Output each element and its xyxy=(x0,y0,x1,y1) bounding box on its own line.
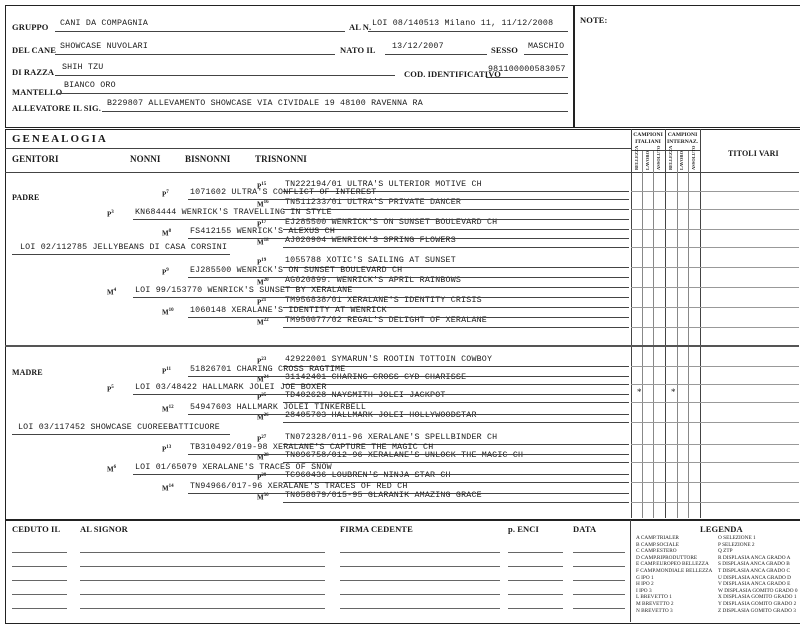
bisnonni-symbol xyxy=(162,308,174,316)
ancestor-number: 3 xyxy=(111,210,114,215)
legenda-item: B CAMP.SOCIALE xyxy=(636,541,679,548)
signature-line xyxy=(12,552,67,553)
signature-line xyxy=(340,594,500,595)
razza-label: DI RAZZA xyxy=(12,67,55,77)
entry-underline xyxy=(283,384,629,385)
champion-row-line xyxy=(631,366,799,367)
sesso-label: SESSO xyxy=(491,45,518,55)
padre-value: LOI 02/112785 JELLYBEANS DI CASA CORSINI xyxy=(20,243,228,252)
champion-row-line xyxy=(631,191,799,192)
sex-symbol: M xyxy=(162,229,169,238)
signature-line xyxy=(508,552,563,553)
del-cane-value: SHOWCASE NUVOLARI xyxy=(60,42,149,51)
sex-symbol: P xyxy=(257,435,262,444)
legenda-item: N BREVETTO 3 xyxy=(636,607,673,614)
del-cane-label: DEL CANE xyxy=(12,45,57,55)
legenda-item: Z DISPLASIA GOMITO GRADO 3 xyxy=(718,607,796,614)
ancestor-number: 12 xyxy=(168,405,174,410)
col-genitori: GENITORI xyxy=(12,154,59,164)
champion-row-line xyxy=(631,444,799,445)
entry-underline xyxy=(283,327,629,328)
trisnonni-name: EJ285500 WENRICK'S ON SUNSET BOULEVARD CH xyxy=(285,218,498,227)
legenda-item: O SELEZIONE 1 xyxy=(718,535,756,541)
nonni-name: LOI 01/65079 XERALANE'S TRACES OF SNOW xyxy=(135,463,332,472)
allevatore-value: B229807 ALLEVAMENTO SHOWCASE VIA CIVIDALE 19 48100 RAVENNA RA xyxy=(107,99,423,108)
sex-symbol: M xyxy=(257,200,264,209)
madre-label: MADRE xyxy=(12,368,43,377)
ancestor-number: 20 xyxy=(263,278,269,283)
titoli-vari-header: TITOLI VARI xyxy=(728,149,779,158)
legenda-item: D CAMP.RIPRODUTTORE xyxy=(636,554,698,561)
trisnonni-name: TM956838/01 XERALANE'S IDENTITY CRISIS xyxy=(285,296,482,305)
entry-underline xyxy=(133,394,629,395)
champion-row-line xyxy=(631,307,799,308)
campioni-internaz-header: CAMPIONI INTERNAZ. xyxy=(667,132,698,145)
champion-row-line xyxy=(631,402,799,403)
sex-symbol: P xyxy=(257,473,262,482)
signature-line xyxy=(508,566,563,567)
bisnonni-name: TN94966/017-96 XERALANE'S TRACES OF RED CH xyxy=(190,482,408,491)
signature-line xyxy=(508,580,563,581)
bisnonni-symbol xyxy=(162,190,169,198)
ancestor-number: 8 xyxy=(168,229,172,234)
sex-symbol: P xyxy=(107,385,112,394)
ancestor-number: 30 xyxy=(263,493,269,498)
star-mark-bellezza-int: * xyxy=(671,387,676,397)
trisnonni-name: TM950077/02 REGAL'S DELIGHT OF XERALANE xyxy=(285,316,487,325)
bisnonni-name: 1071602 ULTRA'S CONFLICT OF INTEREST xyxy=(190,188,377,197)
trisnonni-symbol xyxy=(257,493,269,501)
razza-value: SHIH TZU xyxy=(62,63,104,72)
entry-underline xyxy=(188,238,629,239)
champion-row-line xyxy=(631,384,799,385)
allevatore-label: ALLEVATORE IL SIG. xyxy=(12,103,101,113)
sesso-value: MASCHIO xyxy=(528,42,565,51)
trisnonni-name: TN096758/012-96 XERALANE'S UNLOCK THE MAGIC CH xyxy=(285,451,524,460)
cod-label: COD. IDENTIFICATIVO xyxy=(404,69,501,79)
bisnonni-symbol xyxy=(162,405,174,413)
legenda-item: R DISPLASIA ANCA GRADO A xyxy=(718,554,791,561)
sex-symbol: M xyxy=(107,465,114,474)
legenda-item: I IPO 3 xyxy=(636,587,652,594)
legenda-item: E CAMP.EUROPEO BELLEZZA xyxy=(636,561,709,568)
ancestor-number: 4 xyxy=(113,288,117,293)
nonni-name: LOI 99/153770 WENRICK'S SUNSET BY XERALANE xyxy=(135,286,353,295)
sex-symbol: P xyxy=(107,210,112,219)
nonni-symbol xyxy=(107,288,116,296)
bisnonni-symbol xyxy=(162,445,171,453)
ancestor-number: 17 xyxy=(261,220,267,225)
legenda-item: A CAMP.TRIALER xyxy=(636,535,679,541)
ancestor-number: 14 xyxy=(168,484,174,489)
sex-symbol: M xyxy=(162,484,169,493)
legenda-title: LEGENDA xyxy=(700,524,743,534)
ancestor-number: 13 xyxy=(166,445,172,450)
trisnonni-name: AG020899. WENRICK'S APRIL RAINBOWS xyxy=(285,276,462,285)
signature-line xyxy=(80,580,325,581)
legenda-item: G IPO 1 xyxy=(636,574,654,581)
ancestor-number: 19 xyxy=(261,258,267,263)
ancestor-number: 24 xyxy=(263,375,269,380)
signature-line xyxy=(80,608,325,609)
signature-line xyxy=(573,594,625,595)
ancestor-number: 16 xyxy=(263,200,269,205)
padre-label: PADRE xyxy=(12,193,40,202)
sub-col-assoluto-int: ASSOLUTO xyxy=(691,145,696,170)
bisnonni-symbol xyxy=(162,229,171,237)
bisnonni-symbol xyxy=(162,484,174,492)
trisnonni-name: TC960436 LOUBREN'S NINJA STAR CH xyxy=(285,471,451,480)
signature-line xyxy=(80,594,325,595)
champion-row-line xyxy=(631,287,799,288)
ancestor-number: 9 xyxy=(166,268,169,273)
signature-line xyxy=(508,594,563,595)
nonni-symbol xyxy=(107,385,114,393)
entry-underline xyxy=(188,317,629,318)
sex-symbol: M xyxy=(107,288,114,297)
bisnonni-name: TB310492/019-98 XERALANE'S CAPTURE THE MAGIC CH xyxy=(190,443,434,452)
genealogia-title: GENEALOGIA xyxy=(12,133,108,145)
campioni-italiani-header: CAMPIONI ITALIANI xyxy=(633,132,663,145)
sub-col-bellezza-ita: BELLEZZA xyxy=(634,145,639,170)
sex-symbol: M xyxy=(257,453,264,462)
sex-symbol: M xyxy=(257,318,264,327)
entry-underline xyxy=(133,219,629,220)
champion-row-line xyxy=(631,327,799,328)
signature-line xyxy=(340,552,500,553)
trisnonni-name: TN222194/01 ULTRA'S ULTERIOR MOTIVE CH xyxy=(285,180,482,189)
bisnonni-symbol xyxy=(162,367,171,375)
sex-symbol: M xyxy=(257,238,264,247)
ancestor-number: 21 xyxy=(261,298,267,303)
ancestor-number: 6 xyxy=(113,465,117,470)
entry-underline xyxy=(133,297,629,298)
trisnonni-name: TN058679/015-95 GLARANIK AMAZING GRACE xyxy=(285,491,482,500)
sub-col-lavoro-ita: LAVORO xyxy=(645,150,650,170)
ancestor-number: 18 xyxy=(263,238,269,243)
signature-line xyxy=(573,608,625,609)
bisnonni-name: 51826701 CHARING CROSS RAGTIME xyxy=(190,365,346,374)
entry-underline xyxy=(188,376,629,377)
champion-row-line xyxy=(631,502,799,503)
legenda-item: S DISPLASIA ANCA GRADO B xyxy=(718,561,790,568)
nonni-name: KN684444 WENRICK'S TRAVELLING IN STYLE xyxy=(135,208,332,217)
legenda-item: Y DISPLASIA GOMITO GRADO 2 xyxy=(718,601,797,607)
nonni-symbol xyxy=(107,210,114,218)
nonni-name: LOI 03/48422 HALLMARK JOLEI JOE BOXER xyxy=(135,383,327,392)
sex-symbol: M xyxy=(257,493,264,502)
sex-symbol: P xyxy=(257,298,262,307)
champion-row-line xyxy=(631,247,799,248)
trisnonni-symbol xyxy=(257,238,269,246)
sub-col-bellezza-int: BELLEZZA xyxy=(668,145,673,170)
trisnonni-name: 42922001 SYMARUN'S ROOTIN TOTTOIN COWBOY xyxy=(285,355,493,364)
star-mark-bellezza-ita: * xyxy=(637,387,642,397)
trisnonni-name: 1055788 XOTIC'S SAILING AT SUNSET xyxy=(285,256,456,265)
signature-line xyxy=(340,608,500,609)
legenda-item: L BREVETTO 1 xyxy=(636,594,672,601)
firma-cedente-label: FIRMA CEDENTE xyxy=(340,524,413,534)
ancestor-number: 28 xyxy=(263,453,269,458)
legenda-item: F CAMP.MONDIALE BELLEZZA xyxy=(636,568,713,574)
entry-underline xyxy=(133,474,629,475)
signature-line xyxy=(12,608,67,609)
note-label: NOTE: xyxy=(580,15,608,25)
ancestor-number: 29 xyxy=(261,473,267,478)
entry-underline xyxy=(188,493,629,494)
gruppo-value: CANI DA COMPAGNIA xyxy=(60,19,149,28)
sex-symbol: P xyxy=(257,393,262,402)
signature-line xyxy=(12,580,67,581)
entry-underline xyxy=(283,502,629,503)
trisnonni-name: TN511233/01 ULTRA'S PRIVATE DANCER xyxy=(285,198,462,207)
sub-col-lavoro-int: LAVORO xyxy=(679,150,684,170)
mantello-label: MANTELLO xyxy=(12,87,63,97)
al-signor-label: AL SIGNOR xyxy=(80,524,128,534)
sex-symbol: P xyxy=(257,220,262,229)
bisnonni-name: EJ285500 WENRICK'S ON SUNSET BOULEVARD CH xyxy=(190,266,403,275)
signature-line xyxy=(12,566,67,567)
bisnonni-name: 1060148 XERALANE'S IDENTITY AT WENRICK xyxy=(190,306,387,315)
sex-symbol: P xyxy=(162,190,167,199)
sex-symbol: P xyxy=(257,182,262,191)
ancestor-number: 25 xyxy=(261,393,267,398)
champion-row-line xyxy=(631,422,799,423)
ancestor-number: 7 xyxy=(166,190,169,195)
sex-symbol: M xyxy=(162,308,169,317)
legenda-item: U DISPLASIA ANCA GRADO D xyxy=(718,574,791,581)
trisnonni-symbol xyxy=(257,318,269,326)
legenda-item: P SELEZIONE 2 xyxy=(718,541,755,548)
sub-col-assoluto-ita: ASSOLUTO xyxy=(656,145,661,170)
ancestor-number: 22 xyxy=(263,318,269,323)
ancestor-number: 26 xyxy=(263,413,269,418)
al-n-value: LOI 08/140513 Milano 11, 11/12/2008 xyxy=(372,19,554,28)
legenda-item: X DISPLASIA GOMITO GRADO 1 xyxy=(718,594,797,601)
trisnonni-name: TD402628 NAYSMITH JOLEI JACKPOT xyxy=(285,391,446,400)
sex-symbol: P xyxy=(162,268,167,277)
data-label: DATA xyxy=(573,524,597,534)
sex-symbol: P xyxy=(257,357,262,366)
bisnonni-name: FS412155 WENRICK'S ALEXUS CH xyxy=(190,227,336,236)
sex-symbol: M xyxy=(162,405,169,414)
champion-row-line xyxy=(631,482,799,483)
legenda-item: H IPO 2 xyxy=(636,581,654,588)
sex-symbol: P xyxy=(257,258,262,267)
champion-row-line xyxy=(631,209,799,210)
signature-line xyxy=(80,552,325,553)
mantello-value: BIANCO ORO xyxy=(64,81,116,90)
ancestor-number: 15 xyxy=(261,182,267,187)
signature-line xyxy=(340,566,500,567)
col-trisnonni: TRISNONNI xyxy=(255,154,307,164)
champion-row-line xyxy=(631,267,799,268)
ancestor-number: 23 xyxy=(261,357,267,362)
trisnonni-name: 31142401 CHARING CROSS CYD CHARISSE xyxy=(285,373,467,382)
legenda-item: T DISPLASIA ANCA GRADO C xyxy=(718,568,791,574)
al-n-label: AL N. xyxy=(349,22,372,32)
signature-line xyxy=(340,580,500,581)
legenda-item: W DISPLASIA GOMITO GRADO 0 xyxy=(718,587,798,594)
ceduto-il-label: CEDUTO IL xyxy=(12,524,61,534)
trisnonni-name: AJ020904 WENRICK'S SPRING FLOWERS xyxy=(285,236,456,245)
legenda-item: V DISPLASIA ANCA GRADO E xyxy=(718,581,791,588)
signature-line xyxy=(508,608,563,609)
entry-underline xyxy=(283,462,629,463)
signature-line xyxy=(573,552,625,553)
entry-underline xyxy=(283,422,629,423)
entry-underline xyxy=(283,247,629,248)
entry-underline xyxy=(188,199,629,200)
signature-line xyxy=(12,594,67,595)
legenda-item: M BREVETTO 2 xyxy=(636,601,674,607)
sex-symbol: M xyxy=(257,413,264,422)
nato-il-label: NATO IL xyxy=(340,45,376,55)
p-enci-label: p. ENCI xyxy=(508,524,539,534)
nonni-symbol xyxy=(107,465,116,473)
signature-line xyxy=(573,566,625,567)
legenda-item: Q ZTP xyxy=(718,548,733,555)
trisnonni-name: TN072328/011-96 XERALANE'S SPELLBINDER CH xyxy=(285,433,498,442)
ancestor-number: 5 xyxy=(111,385,114,390)
trisnonni-name: 28405703 HALLMARK JOLEI HOLLYWOODSTAR xyxy=(285,411,477,420)
sex-symbol: M xyxy=(257,278,264,287)
cod-value: 981100000583057 xyxy=(488,65,566,74)
entry-underline xyxy=(188,454,629,455)
gruppo-label: GRUPPO xyxy=(12,22,49,32)
signature-line xyxy=(573,580,625,581)
bisnonni-name: 54947603 HALLMARK JOLEI TINKERBELL xyxy=(190,403,367,412)
entry-underline xyxy=(283,209,629,210)
bisnonni-symbol xyxy=(162,268,169,276)
entry-underline xyxy=(188,277,629,278)
ancestor-number: 10 xyxy=(168,308,174,313)
entry-underline xyxy=(188,414,629,415)
col-nonni: NONNI xyxy=(130,154,161,164)
sex-symbol: M xyxy=(257,375,264,384)
madre-value: LOI 03/117452 SHOWCASE CUOREEBATTICUORE xyxy=(18,423,220,432)
sex-symbol: P xyxy=(162,367,167,376)
col-bisnonni: BISNONNI xyxy=(185,154,231,164)
nato-il-value: 13/12/2007 xyxy=(392,42,444,51)
ancestor-number: 27 xyxy=(261,435,267,440)
ancestor-number: 11 xyxy=(166,367,172,372)
legenda-item: C CAMP.ESTERO xyxy=(636,548,677,555)
sex-symbol: P xyxy=(162,445,167,454)
champion-row-line xyxy=(631,462,799,463)
signature-line xyxy=(80,566,325,567)
champion-row-line xyxy=(631,229,799,230)
